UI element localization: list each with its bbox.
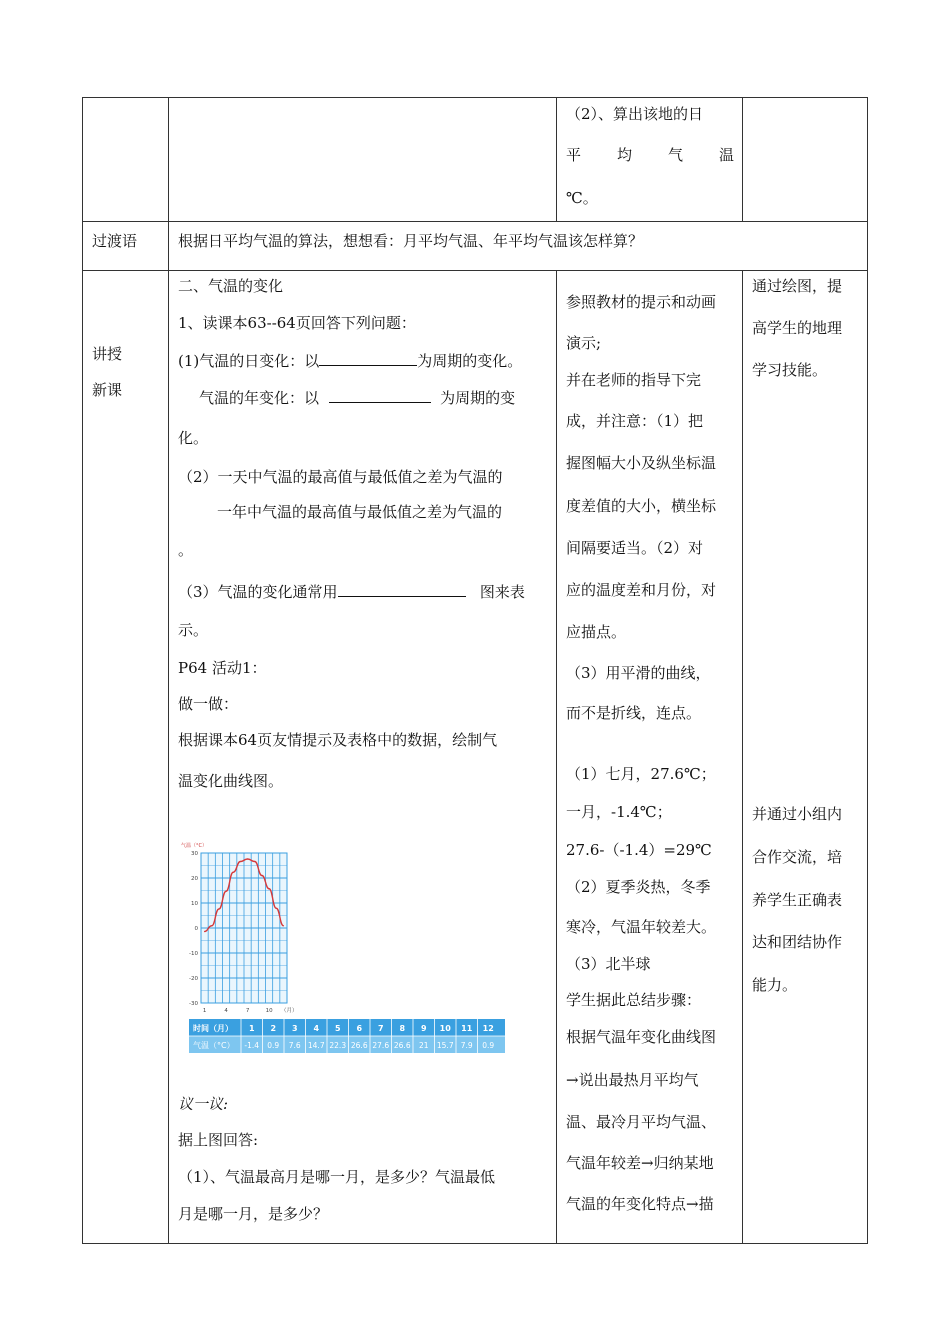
row-label: 气温（°C）: [193, 1041, 235, 1050]
month-cell: 6: [356, 1024, 363, 1033]
data-point: [268, 888, 269, 889]
intent-text: 能力。: [752, 976, 798, 994]
design-intent: [743, 271, 867, 1243]
question-text: （2）一天中气温的最高值与最低值之差为气温的: [178, 468, 503, 486]
data-point: [240, 861, 241, 862]
temp-cell: 7.9: [460, 1041, 473, 1050]
student-text: 参照教材的提示和动画: [566, 293, 717, 311]
y-tick-label: 20: [191, 876, 198, 882]
data-point: [211, 925, 212, 926]
temp-cell: 7.6: [288, 1041, 301, 1050]
lesson-plan-table: [82, 97, 868, 1244]
intent-text: 养学生正确表: [752, 891, 843, 909]
temp-cell: 26.6: [350, 1041, 368, 1050]
question-text: （3）气温的变化通常用 图来表: [178, 583, 525, 601]
student-text: 气温的年变化特点→描: [566, 1195, 714, 1213]
table-data-row: [189, 1036, 505, 1053]
data-point: [276, 908, 277, 909]
temp-cell: 0.9: [267, 1041, 280, 1050]
data-point: [225, 891, 226, 892]
intent-text: 达和团结协作: [752, 933, 843, 951]
row-label: 讲授: [92, 345, 123, 363]
teaching-content: [169, 271, 556, 1243]
month-cell: 2: [270, 1024, 277, 1033]
answer-text: （1）七月，27.6℃；: [566, 765, 716, 783]
x-tick-label: 1: [202, 1008, 207, 1014]
activity-label: P64 活动1：: [178, 659, 267, 677]
month-cell: 4: [313, 1024, 320, 1033]
student-text: 学生据此总结步骤：: [566, 991, 702, 1009]
answer-text: 27.6-（-1.4）=29℃: [566, 841, 712, 859]
header-label: 时间（月）: [193, 1024, 233, 1033]
answer-text: 一月，-1.4℃；: [566, 803, 672, 821]
intent-text: 通过绘图，提: [752, 277, 843, 295]
month-cell: 3: [291, 1024, 298, 1033]
unit-text: ℃。: [566, 189, 598, 207]
y-axis-label: 气温（°C）: [181, 843, 207, 849]
temp-cell: 15.7: [436, 1041, 454, 1050]
intent-text: 学习技能。: [752, 361, 828, 379]
month-cell: 12: [482, 1024, 494, 1033]
student-text: 应描点。: [566, 623, 627, 641]
question-text: 气温的年变化：以 为周期的变: [199, 389, 516, 407]
section-heading: 二、气温的变化: [178, 277, 284, 295]
question-text: 月是哪一月，是多少？: [178, 1205, 329, 1223]
student-text: 成，并注意：（1）把: [566, 412, 704, 430]
student-text: 根据气温年变化曲线图: [566, 1028, 717, 1046]
question-text: 化。: [178, 429, 209, 447]
answer-text: 寒冷，气温年较差大。: [566, 918, 717, 936]
row-label: 新课: [92, 381, 123, 399]
student-text: →说出最热月平均气: [566, 1071, 699, 1089]
step-text: （2）、算出该地的日: [566, 105, 704, 123]
temp-cell: 22.3: [329, 1041, 347, 1050]
month-cell: 7: [377, 1024, 384, 1033]
question-text: 。: [178, 541, 194, 559]
temp-cell: 14.7: [307, 1041, 325, 1050]
temperature-chart: [175, 833, 298, 1019]
table-header-row: [189, 1019, 505, 1036]
answer-text: （2）夏季炎热，冬季: [566, 878, 711, 896]
month-cell: 9: [420, 1024, 427, 1033]
question-text: (1)气温的日变化：以 为周期的变化。: [178, 352, 523, 370]
answer-text: （3）北半球: [566, 955, 651, 973]
month-cell: 11: [461, 1024, 473, 1033]
temperature-data-table: [189, 1019, 505, 1055]
student-text: （3）用平滑的曲线，: [566, 664, 711, 682]
discuss-label: 议一议:: [178, 1095, 229, 1113]
instruction-text: 据上图回答:: [178, 1131, 259, 1149]
activity-label: 做一做：: [178, 695, 239, 713]
temp-cell: 27.6: [372, 1041, 390, 1050]
temp-cell: 21: [418, 1041, 429, 1050]
data-point: [247, 858, 248, 859]
data-point: [204, 931, 205, 932]
y-tick-label: -10: [189, 951, 198, 957]
row-label: 过渡语: [92, 232, 138, 250]
student-text: 并在老师的指导下完: [566, 371, 702, 389]
y-tick-label: -20: [189, 976, 198, 982]
y-tick-label: 30: [191, 851, 198, 857]
data-point: [261, 875, 262, 876]
student-text: 握图幅大小及纵坐标温: [566, 454, 717, 472]
answer-blank[interactable]: [319, 351, 417, 366]
transition-text: 根据日平均气温的算法，想想看：月平均气温、年平均气温该怎样算？: [178, 232, 644, 250]
month-cell: 10: [439, 1024, 451, 1033]
y-tick-label: 10: [191, 901, 198, 907]
avg-temp-label: 平 均 气 温: [566, 146, 734, 164]
month-cell: 8: [399, 1024, 406, 1033]
temp-cell: -1.4: [244, 1041, 260, 1050]
answer-blank[interactable]: [329, 388, 431, 403]
y-tick-label: -30: [189, 1001, 198, 1007]
question-text: 一年中气温的最高值与最低值之差为气温的: [217, 503, 503, 521]
x-axis-label: （月）: [281, 1008, 298, 1014]
table-row: [83, 222, 868, 271]
instruction-text: 根据课本64页友情提示及表格中的数据，绘制气: [178, 731, 498, 749]
intent-text: 高学生的地理: [752, 319, 843, 337]
x-tick-label: 4: [224, 1008, 228, 1014]
answer-blank[interactable]: [338, 582, 466, 597]
y-tick-label: 0: [194, 926, 198, 932]
student-text: 温、最冷月平均气温、: [566, 1113, 717, 1131]
table-row: [83, 98, 868, 222]
question-text: （1）、气温最高月是哪一月，是多少？气温最低: [178, 1168, 496, 1186]
student-text: 应的温度差和月份，对: [566, 581, 717, 599]
question-text: 示。: [178, 621, 209, 639]
student-text: 间隔要适当。（2）对: [566, 539, 704, 557]
intent-text: 合作交流，培: [752, 848, 843, 866]
data-point: [233, 872, 234, 873]
month-cell: 1: [248, 1024, 255, 1033]
x-tick-label: 10: [265, 1008, 273, 1014]
x-tick-label: 7: [245, 1008, 250, 1014]
data-point: [218, 908, 219, 909]
temp-cell: 0.9: [482, 1041, 495, 1050]
question-text: 1、读课本63--64页回答下列问题：: [178, 314, 416, 332]
instruction-text: 温变化曲线图。: [178, 772, 284, 790]
student-activity: [557, 271, 742, 1243]
data-point: [283, 925, 284, 926]
intent-text: 并通过小组内: [752, 805, 843, 823]
student-text: 演示;: [566, 334, 602, 352]
data-point: [254, 861, 255, 862]
student-text: 气温年较差→归纳某地: [566, 1154, 714, 1172]
student-text: 度差值的大小，横坐标: [566, 497, 717, 515]
temp-cell: 26.6: [393, 1041, 411, 1050]
table-row: [83, 271, 868, 1244]
student-text: 而不是折线，连点。: [566, 704, 702, 722]
month-cell: 5: [334, 1024, 341, 1033]
